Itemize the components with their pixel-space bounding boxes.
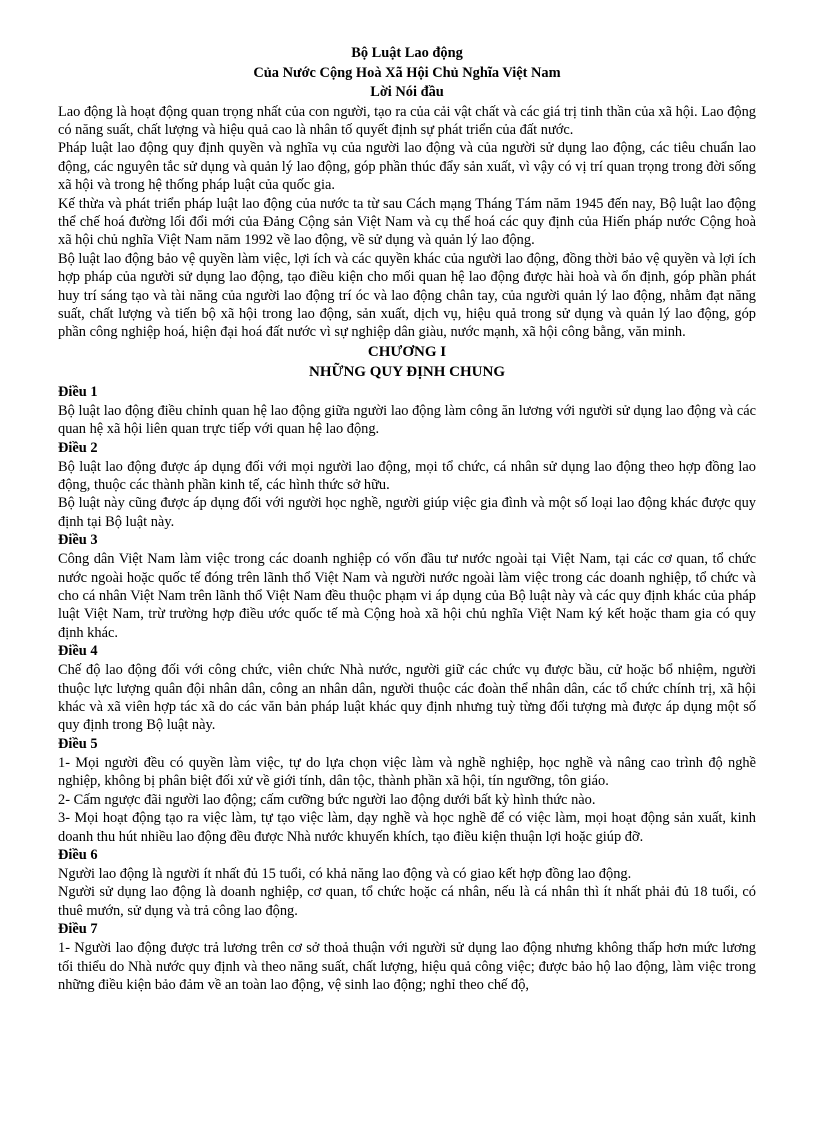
article-heading: Điều 4 — [58, 643, 98, 660]
preamble-paragraph: Lao động là hoạt động quan trọng nhất của con người, tạo ra của cải vật chất và các giá trị tinh thần của xã hội. Lao động có năng suất, chất lượng và hiệu quả cao là nhân tố quyết định sự phát triển của đất nước. — [58, 103, 756, 138]
article-paragraph: Người lao động là người ít nhất đủ 15 tuổi, có khả năng lao động và có giao kết hợp đồng lao động. — [58, 865, 632, 882]
document-page — [58, 44, 756, 994]
article-7 — [58, 920, 756, 994]
preamble-title: Lời Nói đầu — [370, 84, 444, 100]
country-title: Của Nước Cộng Hoà Xã Hội Chủ Nghĩa Việt Nam — [253, 64, 561, 81]
chapter-number: CHƯƠNG I — [367, 343, 447, 360]
article-paragraph: Bộ luật lao động điều chỉnh quan hệ lao động giữa người lao động làm công ăn lương với người sử dụng lao động và các quan hệ xã hội liên quan trực tiếp với quan hệ lao động. — [58, 402, 756, 438]
article-6 — [58, 846, 756, 920]
article-heading: Điều 7 — [58, 921, 98, 938]
article-heading: Điều 1 — [58, 383, 98, 400]
article-paragraph: Người sử dụng lao động là doanh nghiệp, cơ quan, tổ chức hoặc cá nhân, nếu là cá nhân thì ít nhất phải đủ 18 tuổi, có thuê mướn, sử dụng và trả công lao động. — [58, 884, 756, 919]
article-heading: Điều 5 — [58, 735, 98, 752]
article-paragraph: Bộ luật lao động được áp dụng đối với mọi người lao động, mọi tổ chức, cá nhân sử dụng lao động theo hợp đồng lao động, thuộc các thành phần kinh tế, các hình thức sở hữu. — [58, 458, 756, 493]
article-4 — [58, 642, 756, 735]
article-paragraph: Bộ luật này cũng được áp dụng đối với người học nghề, người giúp việc gia đình và một số loại lao động khác được quy định tại Bộ luật này. — [58, 495, 756, 530]
article-heading: Điều 6 — [58, 846, 98, 863]
article-paragraph: 2- Cấm ngược đãi người lao động; cấm cưỡng bức người lao động dưới bất kỳ hình thức nào. — [58, 791, 596, 808]
article-3 — [58, 531, 756, 642]
article-heading: Điều 3 — [58, 532, 98, 549]
article-1 — [58, 383, 756, 439]
law-title: Bộ Luật Lao động — [351, 45, 463, 61]
preamble-paragraph: Pháp luật lao động quy định quyền và nghĩa vụ của người lao động và của người sử dụng lao động, các tiêu chuẩn lao động, các nguyên tắc sử dụng và quản lý lao động, góp phần thúc đẩy sản xuất, vì vậy có vị trí quan trọng trong đời sống xã hội và trong hệ thống pháp luật của quốc gia. — [58, 140, 756, 194]
article-heading: Điều 2 — [58, 439, 98, 456]
article-paragraph: 1- Người lao động được trả lương trên cơ sở thoả thuận với người sử dụng lao động nhưng không thấp hơn mức lương tối thiểu do Nhà nước quy định và theo năng suất, chất lượng, hiệu quả công việc; được bảo hộ lao động, làm việc trong những điều kiện bảo đảm về an toàn lao động, vệ sinh lao động; nghỉ theo chế độ, — [58, 940, 756, 993]
article-paragraph: 1- Mọi người đều có quyền làm việc, tự do lựa chọn việc làm và nghề nghiệp, học nghề và nâng cao trình độ nghề nghiệp, không bị phân biệt đối xử về giới tính, dân tộc, thành phần xã hội, tín ngưỡng, tôn giáo. — [58, 754, 756, 790]
preamble-paragraph: Kế thừa và phát triển pháp luật lao động của nước ta từ sau Cách mạng Tháng Tám năm 1945 đến nay, Bộ luật lao động thể chế hoá đường lối đổi mới của Đảng Cộng sản Việt Nam và cụ thể hoá các quy định của Hiến pháp nước Cộng hoà xã hội chủ nghĩa Việt Nam năm 1992 về lao động, về sử dụng và quản lý lao động. — [58, 195, 756, 249]
article-paragraph: 3- Mọi hoạt động tạo ra việc làm, tự tạo việc làm, dạy nghề và học nghề để có việc làm, mọi hoạt động sản xuất, kinh doanh thu hút nhiều lao động đều được Nhà nước khuyến khích, tạo điều kiện thuận lợi hoặc giúp đỡ. — [58, 810, 756, 845]
article-paragraph: Chế độ lao động đối với công chức, viên chức Nhà nước, người giữ các chức vụ được bầu, cử hoặc bổ nhiệm, người thuộc lực lượng quân đội nhân dân, công an nhân dân, người thuộc các đoàn thể nhân dân, các tổ chức chính trị, xã hội khác và xã viên hợp tác xã do các văn bản pháp luật khác quy định nhưng tuỳ từng đối tượng mà được áp dụng một số quy định trong Bộ luật này. — [58, 662, 756, 734]
chapter-name: NHỮNG QUY ĐỊNH CHUNG — [309, 364, 505, 381]
article-5 — [58, 735, 756, 846]
article-paragraph: Công dân Việt Nam làm việc trong các doanh nghiệp có vốn đầu tư nước ngoài tại Việt Nam, tại các cơ quan, tổ chức nước ngoài hoặc quốc tế đóng trên lãnh thổ Việt Nam và người nước ngoài làm việc trong các doanh nghiệp, tổ chức và cho cá nhân Việt Nam trên lãnh thổ Việt Nam đều thuộc phạm vi áp dụng của Bộ luật này và các quy định khác của pháp luật Việt Nam, trừ trường hợp điều ước quốc tế mà Cộng hoà xã hội chủ nghĩa Việt Nam ký kết hoặc tham gia có quy định khác. — [58, 551, 756, 641]
preamble-paragraph: Bộ luật lao động bảo vệ quyền làm việc, lợi ích và các quyền khác của người lao động, đồng thời bảo vệ quyền và lợi ích hợp pháp của người sử dụng lao động, tạo điều kiện cho mối quan hệ lao động được hài hoà và ổn định, góp phần phát huy trí sáng tạo và tài năng của người lao động trí óc và lao động chân tay, của người quản lý lao động, nhằm đạt năng suất, chất lượng và tiến bộ xã hội trong lao động, sản xuất, dịch vụ, hiệu quả trong sử dụng và quản lý lao động, góp phần công nghiệp hoá, hiện đại hoá đất nước vì sự nghiệp dân giàu, nước mạnh, xã hội công bằng, văn minh. — [58, 250, 756, 341]
article-2 — [58, 439, 756, 532]
